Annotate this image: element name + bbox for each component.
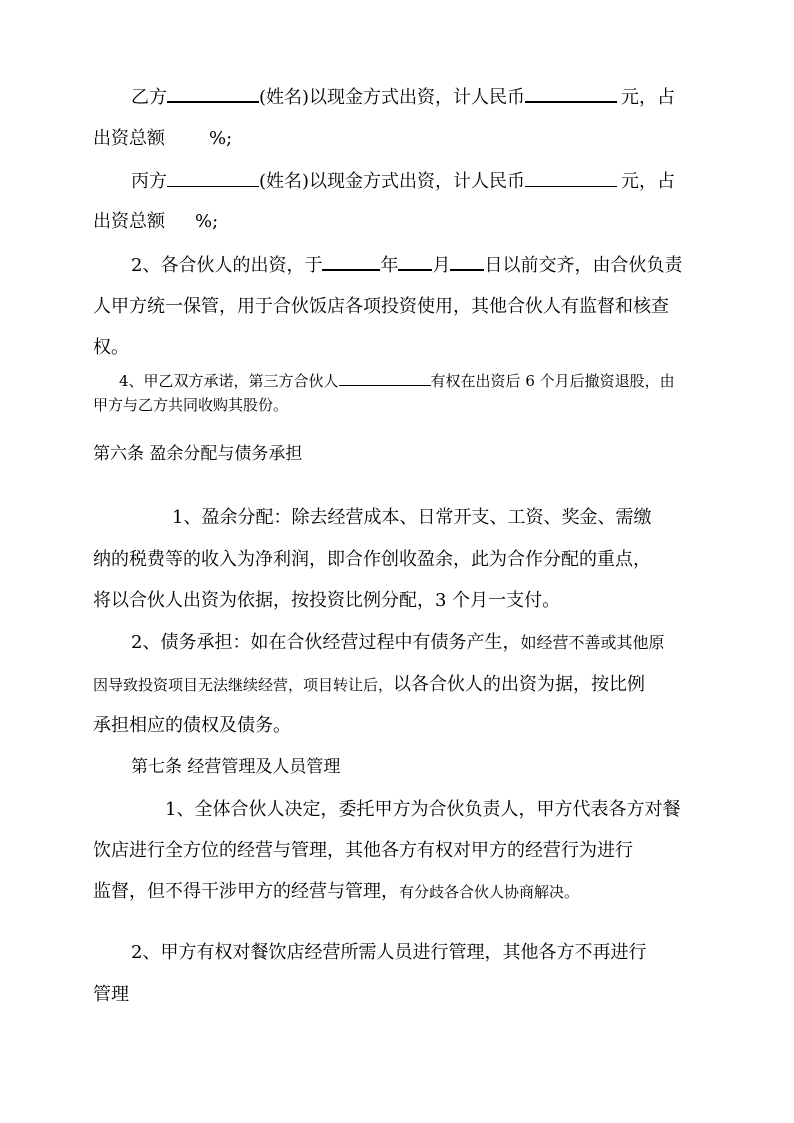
clause-4-text-b: 有权在出资后 6 个月后撤资退股，由 — [430, 372, 675, 390]
para-yi-line1 — [131, 89, 675, 107]
party-bing-label: 丙方 — [131, 171, 167, 192]
month-blank — [398, 268, 432, 271]
debt-text-d: 以各合伙人的出资为据，按比例 — [393, 674, 646, 695]
article-6-p1-line1: 1、盈余分配：除去经营成本、日常开支、工资、奖金、需缴 — [172, 507, 652, 528]
party-yi-tail: 元，占 — [621, 87, 676, 108]
article-6-heading: 第六条 盈余分配与债务承担 — [93, 444, 303, 464]
article-6-p1-line2: 纳的税费等的收入为净利润，即合作创收盈余，此为合作分配的重点， — [93, 549, 651, 570]
amount-blank — [525, 100, 617, 103]
debt-text-c: 因导致投资项目无法继续经营，项目转让后， — [93, 676, 394, 694]
year-label: 年 — [380, 255, 399, 276]
clause-2-line3: 权。 — [93, 337, 129, 358]
para-bing-line2 — [93, 213, 218, 231]
debt-text-b: 如经营不善或其他原 — [520, 633, 665, 652]
mgmt-text-b: 有分歧各合伙人协商解决。 — [399, 883, 580, 901]
percent-text: %; — [209, 128, 233, 149]
partner-blank — [339, 384, 431, 386]
amount-blank — [525, 185, 617, 187]
article-6-p2-line3: 承担相应的债权及债务。 — [93, 715, 291, 736]
clause-4-text: 4、甲乙双方承诺，第三方合伙人 — [119, 372, 339, 390]
name-blank — [167, 185, 259, 187]
year-blank — [322, 268, 380, 271]
party-bing-text: (姓名)以现金方式出资，计人民币 — [259, 171, 526, 192]
article-7-heading: 第七条 经营管理及人员管理 — [131, 757, 341, 777]
day-blank — [450, 268, 484, 271]
party-bing-tail: 元，占 — [621, 171, 676, 192]
total-label: 出资总额 — [93, 128, 165, 149]
clause-4-line1 — [119, 374, 675, 389]
party-yi-text: (姓名)以现金方式出资，计人民币 — [259, 87, 526, 108]
clause-2-line1 — [131, 257, 682, 275]
article-7-p2-line2: 管理 — [93, 984, 129, 1005]
para-bing-line1 — [131, 173, 675, 191]
article-7-p2-line1: 2、甲方有权对餐饮店经营所需人员进行管理，其他各方不再进行 — [131, 942, 647, 963]
total-label: 出资总额 — [93, 211, 165, 232]
day-label: 日以前交齐，由合伙负责 — [484, 255, 683, 276]
para-yi-line2 — [93, 130, 232, 148]
name-blank — [167, 100, 259, 103]
clause-2-text: 2、各合伙人的出资，于 — [131, 255, 323, 276]
month-label: 月 — [432, 255, 451, 276]
debt-text-a: 2、债务承担：如在合伙经营过程中有债务产生， — [131, 632, 521, 653]
article-6-p2-line1 — [131, 634, 664, 652]
article-6-p1-line3: 将以合伙人出资为依据，按投资比例分配，3 个月一支付。 — [93, 590, 561, 611]
clause-4-line2: 甲方与乙方共同收购其股份。 — [93, 396, 289, 414]
percent-text: %; — [195, 211, 219, 232]
clause-2-line2: 人甲方统一保管，用于合伙饭店各项投资使用，其他合伙人有监督和核查 — [93, 296, 669, 317]
article-6-p2-line2 — [93, 676, 645, 694]
article-7-p1-line1: 1、全体合伙人决定，委托甲方为合伙负责人，甲方代表各方对餐 — [165, 799, 681, 820]
article-7-p1-line2: 饮店进行全方位的经营与管理，其他各方有权对甲方的经营行为进行 — [93, 840, 633, 861]
party-yi-label: 乙方 — [131, 87, 167, 108]
mgmt-text-a: 监督，但不得干涉甲方的经营与管理， — [93, 881, 399, 902]
article-7-p1-line3 — [93, 883, 579, 901]
